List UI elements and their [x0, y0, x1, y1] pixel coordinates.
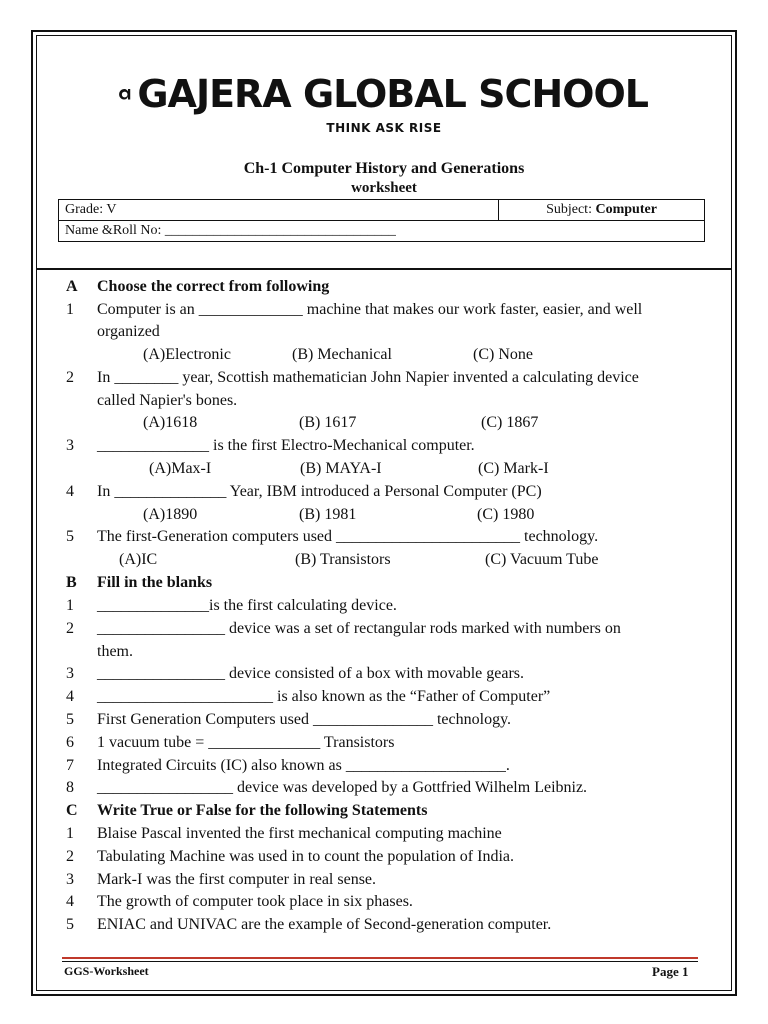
option: (B) 1617: [299, 414, 357, 431]
item-text: The growth of computer took place in six phases.: [97, 893, 413, 910]
question-number: 5: [66, 528, 74, 545]
item-text: ________________ device consisted of a box with movable gears.: [97, 665, 525, 682]
question-text: The first-Generation computers used _______________________ technology.: [97, 528, 599, 545]
item-number: 1: [66, 597, 74, 614]
question-number: 4: [66, 483, 74, 500]
worksheet-title: Ch-1 Computer History and Generations: [243, 160, 525, 177]
section-letter: C: [66, 802, 78, 819]
question-text: ______________ is the first Electro-Mechanical computer.: [97, 437, 475, 454]
item-number: 3: [66, 871, 74, 888]
school-name: GAJERA GLOBAL SCHOOL: [137, 72, 648, 116]
question-text: called Napier's bones.: [97, 392, 238, 409]
item-text: ______________________ is also known as the “Father of Computer”: [97, 688, 551, 705]
item-number: 5: [66, 711, 74, 728]
item-text: ________________ device was a set of rectangular rods marked with numbers on: [97, 620, 621, 637]
student-info-table: [58, 199, 705, 242]
question-text: In ______________ Year, IBM introduced a Personal Computer (PC): [97, 483, 542, 500]
item-number: 6: [66, 734, 74, 751]
option: (A)1890: [143, 506, 198, 523]
option: (A)IC: [119, 551, 158, 568]
item-text: ENIAC and UNIVAC are the example of Second-generation computer.: [97, 916, 552, 933]
option: (A)Electronic: [143, 346, 231, 363]
question-number: 3: [66, 437, 74, 454]
footer-rule-accent: [62, 957, 698, 959]
question-text: organized: [97, 323, 160, 340]
subject-value: Computer: [595, 202, 657, 217]
item-text: Mark-I was the first computer in real sense.: [97, 871, 377, 888]
item-text: Integrated Circuits (IC) also known as ____________________.: [97, 757, 510, 774]
name-roll-cell: Name &Roll No: _________________________________: [59, 221, 705, 242]
item-number: 2: [66, 848, 74, 865]
subject-cell: [499, 200, 705, 221]
section-letter: A: [66, 278, 78, 295]
grade-cell: Grade: V: [59, 200, 499, 221]
item-number: 7: [66, 757, 74, 774]
option: (B) 1981: [299, 506, 357, 523]
option: (A)1618: [143, 414, 198, 431]
item-text: Tabulating Machine was used in to count the population of India.: [97, 848, 515, 865]
question-number: 1: [66, 301, 74, 318]
item-number: 4: [66, 893, 74, 910]
question-text: In ________ year, Scottish mathematician John Napier invented a calculating device: [97, 369, 639, 386]
option: (C) None: [473, 346, 533, 363]
item-text: them.: [97, 643, 133, 660]
section-letter: B: [66, 574, 77, 591]
question-text: Computer is an _____________ machine that makes our work faster, easier, and well: [97, 301, 643, 318]
item-text: First Generation Computers used _______________ technology.: [97, 711, 512, 728]
question-number: 2: [66, 369, 74, 386]
option: (A)Max-I: [149, 460, 212, 477]
section-heading: Write True or False for the following Statements: [97, 802, 428, 819]
item-number: 3: [66, 665, 74, 682]
item-text: ______________is the first calculating device.: [97, 597, 397, 614]
header-separator: [36, 268, 732, 270]
footer-rule: [62, 961, 698, 962]
footer-label: GGS-Worksheet: [64, 964, 149, 978]
item-number: 2: [66, 620, 74, 637]
item-number: 1: [66, 825, 74, 842]
option: (B) MAYA-I: [300, 460, 382, 477]
item-text: 1 vacuum tube = ______________ Transistors: [97, 734, 395, 751]
item-number: 5: [66, 916, 74, 933]
section-heading: Fill in the blanks: [97, 574, 213, 591]
school-tagline: THINK ASK RISE: [326, 121, 442, 135]
item-text: Blaise Pascal invented the first mechanical computing machine: [97, 825, 502, 842]
item-number: 8: [66, 779, 74, 796]
option: (B) Mechanical: [292, 346, 392, 363]
school-logo: [118, 68, 648, 120]
option: (C) Mark-I: [478, 460, 549, 477]
item-text: _________________ device was developed by a Gottfried Wilhelm Leibniz.: [97, 779, 588, 796]
option: (C) Vacuum Tube: [485, 551, 599, 568]
option: (C) 1867: [481, 414, 539, 431]
school-logo-icon: [118, 70, 131, 118]
subject-label: Subject:: [546, 202, 596, 217]
page-number: Page 1: [652, 964, 689, 979]
option: (B) Transistors: [295, 551, 391, 568]
section-heading: Choose the correct from following: [97, 278, 330, 295]
option: (C) 1980: [477, 506, 535, 523]
worksheet-subtitle: worksheet: [351, 180, 417, 196]
item-number: 4: [66, 688, 74, 705]
